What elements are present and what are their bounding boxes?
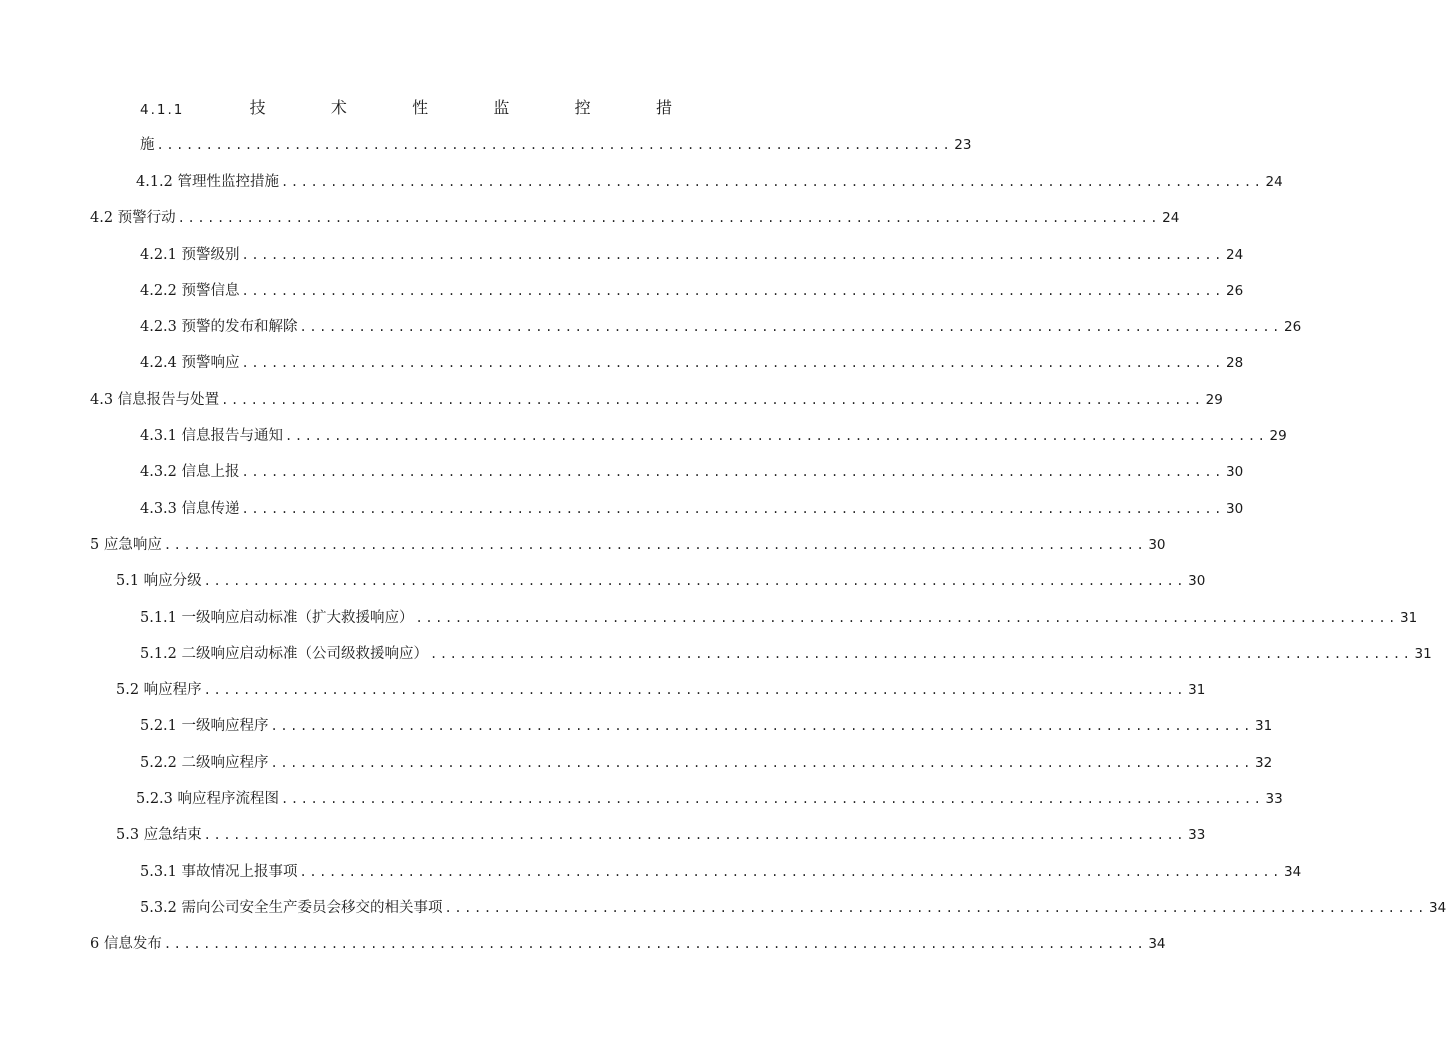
toc-title-char: 性 [412, 98, 429, 117]
toc-entry[interactable] [90, 385, 1223, 409]
toc-entry[interactable] [140, 711, 1273, 735]
toc-entry-label: 4.3.1 信息报告与通知 [140, 428, 284, 444]
toc-leader-dots: .................................................................................................... [415, 611, 1398, 625]
toc-page-number: 24 [1162, 210, 1180, 226]
toc-leader-dots: .................................................................................................... [177, 211, 1161, 225]
toc-entry-label: 4.2.4 预警响应 [140, 355, 240, 371]
toc-entry-label: 4.3.3 信息传递 [140, 501, 240, 517]
toc-entry-label: 5.1.1 一级响应启动标准（扩大救援响应） [140, 610, 414, 626]
toc-entry-label: 施 [140, 137, 155, 153]
toc-entry-label: 4.1.2 管理性监控措施 [136, 174, 280, 190]
toc-page-number: 28 [1225, 355, 1244, 371]
toc-page-number: 24 [1265, 174, 1283, 190]
toc-entry-label: 5.2 响应程序 [116, 682, 202, 698]
toc-entry[interactable] [140, 748, 1273, 772]
toc-entry[interactable] [116, 675, 1206, 699]
toc-entry[interactable] [140, 421, 1287, 445]
toc-leader-dots: .................................................................................................... [241, 356, 1224, 370]
toc-entry-label: 5.2.1 一级响应程序 [140, 718, 269, 734]
toc-leader-dots: .................................................................................................... [430, 647, 1413, 661]
toc-leader-dots: .................................................................................................... [241, 502, 1224, 516]
toc-leader-dots: .................................................................................................... [270, 719, 1253, 733]
toc-title-char: 监 [493, 98, 510, 117]
toc-entry-label: 4.2 预警行动 [90, 210, 176, 226]
toc-entry-label: 4.2.1 预警级别 [140, 247, 240, 263]
toc-leader-dots: .................................................................................................... [241, 248, 1224, 262]
toc-page-number: 23 [954, 137, 972, 153]
toc-entry[interactable] [90, 203, 1180, 227]
toc-entry-label: 5.3.1 事故情况上报事项 [140, 864, 298, 880]
toc-page-number: 31 [1399, 610, 1418, 626]
toc-page-number: 31 [1254, 718, 1273, 734]
toc-leader-dots: .................................................................................................... [203, 828, 1187, 842]
toc-leader-dots: .................................................................................................... [203, 574, 1187, 588]
toc-page-number: 26 [1283, 319, 1302, 335]
toc-leader-dots: .................................................................................................... [163, 538, 1147, 552]
toc-entry-4-1-1-line2[interactable] [140, 130, 972, 154]
toc-page-number: 32 [1254, 755, 1273, 771]
toc-entry-label: 5.1.2 二级响应启动标准（公司级救援响应） [140, 646, 429, 662]
toc-page-number: 30 [1225, 501, 1244, 517]
toc-page-number: 29 [1205, 392, 1223, 408]
toc-page-number: 34 [1428, 900, 1446, 916]
toc-entry-number: 4.1.1 [140, 102, 185, 118]
toc-entry[interactable] [140, 893, 1446, 917]
toc-entry-label: 4.2.3 预警的发布和解除 [140, 319, 298, 335]
toc-entry[interactable] [116, 820, 1206, 844]
toc-entry-label: 4.3 信息报告与处置 [90, 392, 220, 408]
toc-leader-dots: .................................................................................................... [163, 937, 1147, 951]
toc-page-number: 26 [1225, 283, 1244, 299]
toc-entry[interactable] [140, 457, 1244, 481]
toc-title-char: 技 [249, 98, 266, 117]
toc-entry-label: 5 应急响应 [90, 537, 162, 553]
toc-leader-dots: .................................................................................................... [281, 175, 1264, 189]
toc-page-number: 29 [1269, 428, 1287, 444]
toc-page-number: 33 [1265, 791, 1283, 807]
toc-leader-dots: .................................................................................................... [241, 284, 1224, 298]
toc-leader-dots: .................................................................................................... [285, 429, 1268, 443]
toc-leader-dots: ................................................................................. [156, 138, 953, 152]
toc-entry[interactable] [116, 566, 1206, 590]
toc-entry[interactable] [140, 603, 1418, 627]
toc-page-number: 34 [1148, 936, 1166, 952]
toc-entry-label: 5.2.2 二级响应程序 [140, 755, 269, 771]
toc-page-number: 34 [1283, 864, 1302, 880]
toc-entry[interactable] [136, 784, 1283, 808]
toc-entry-label: 6 信息发布 [90, 936, 162, 952]
toc-page-number: 31 [1414, 646, 1432, 662]
toc-entry[interactable] [140, 240, 1244, 264]
toc-page-number: 30 [1148, 537, 1166, 553]
toc-page-number: 30 [1188, 573, 1206, 589]
toc-page-number: 30 [1225, 464, 1244, 480]
toc-page-number: 33 [1188, 827, 1206, 843]
toc-leader-dots: .................................................................................................... [203, 683, 1187, 697]
toc-leader-dots: .................................................................................................... [299, 320, 1282, 334]
toc-entry-label: 5.1 响应分级 [116, 573, 202, 589]
toc-title-char: 措 [655, 98, 672, 117]
toc-leader-dots: .................................................................................................... [221, 393, 1204, 407]
toc-page-number: 24 [1225, 247, 1244, 263]
toc-entry-label: 4.3.2 信息上报 [140, 464, 240, 480]
toc-entry-4-1-1-line1[interactable] [140, 94, 672, 118]
toc-entry-label: 5.3.2 需向公司安全生产委员会移交的相关事项 [140, 900, 443, 916]
toc-leader-dots: .................................................................................................... [270, 756, 1253, 770]
toc-leader-dots: .................................................................................................... [241, 465, 1224, 479]
toc-leader-dots: .................................................................................................... [444, 901, 1427, 915]
toc-entry[interactable] [140, 312, 1302, 336]
toc-entry[interactable] [90, 530, 1166, 554]
toc-entry-label: 5.3 应急结束 [116, 827, 202, 843]
toc-leader-dots: .................................................................................................... [281, 792, 1264, 806]
toc-entry[interactable] [140, 857, 1302, 881]
toc-entry[interactable] [140, 639, 1432, 663]
toc-entry[interactable] [140, 494, 1244, 518]
toc-title-char: 控 [574, 98, 591, 117]
toc-entry[interactable] [140, 348, 1244, 372]
toc-entry[interactable] [90, 929, 1166, 953]
toc-entry-label: 5.2.3 响应程序流程图 [136, 791, 280, 807]
toc-entry[interactable] [140, 276, 1244, 300]
toc-title-char: 术 [330, 98, 347, 117]
toc-leader-dots: .................................................................................................... [299, 865, 1282, 879]
toc-entry[interactable] [136, 167, 1283, 191]
toc-page-number: 31 [1188, 682, 1206, 698]
toc-entry-label: 4.2.2 预警信息 [140, 283, 240, 299]
